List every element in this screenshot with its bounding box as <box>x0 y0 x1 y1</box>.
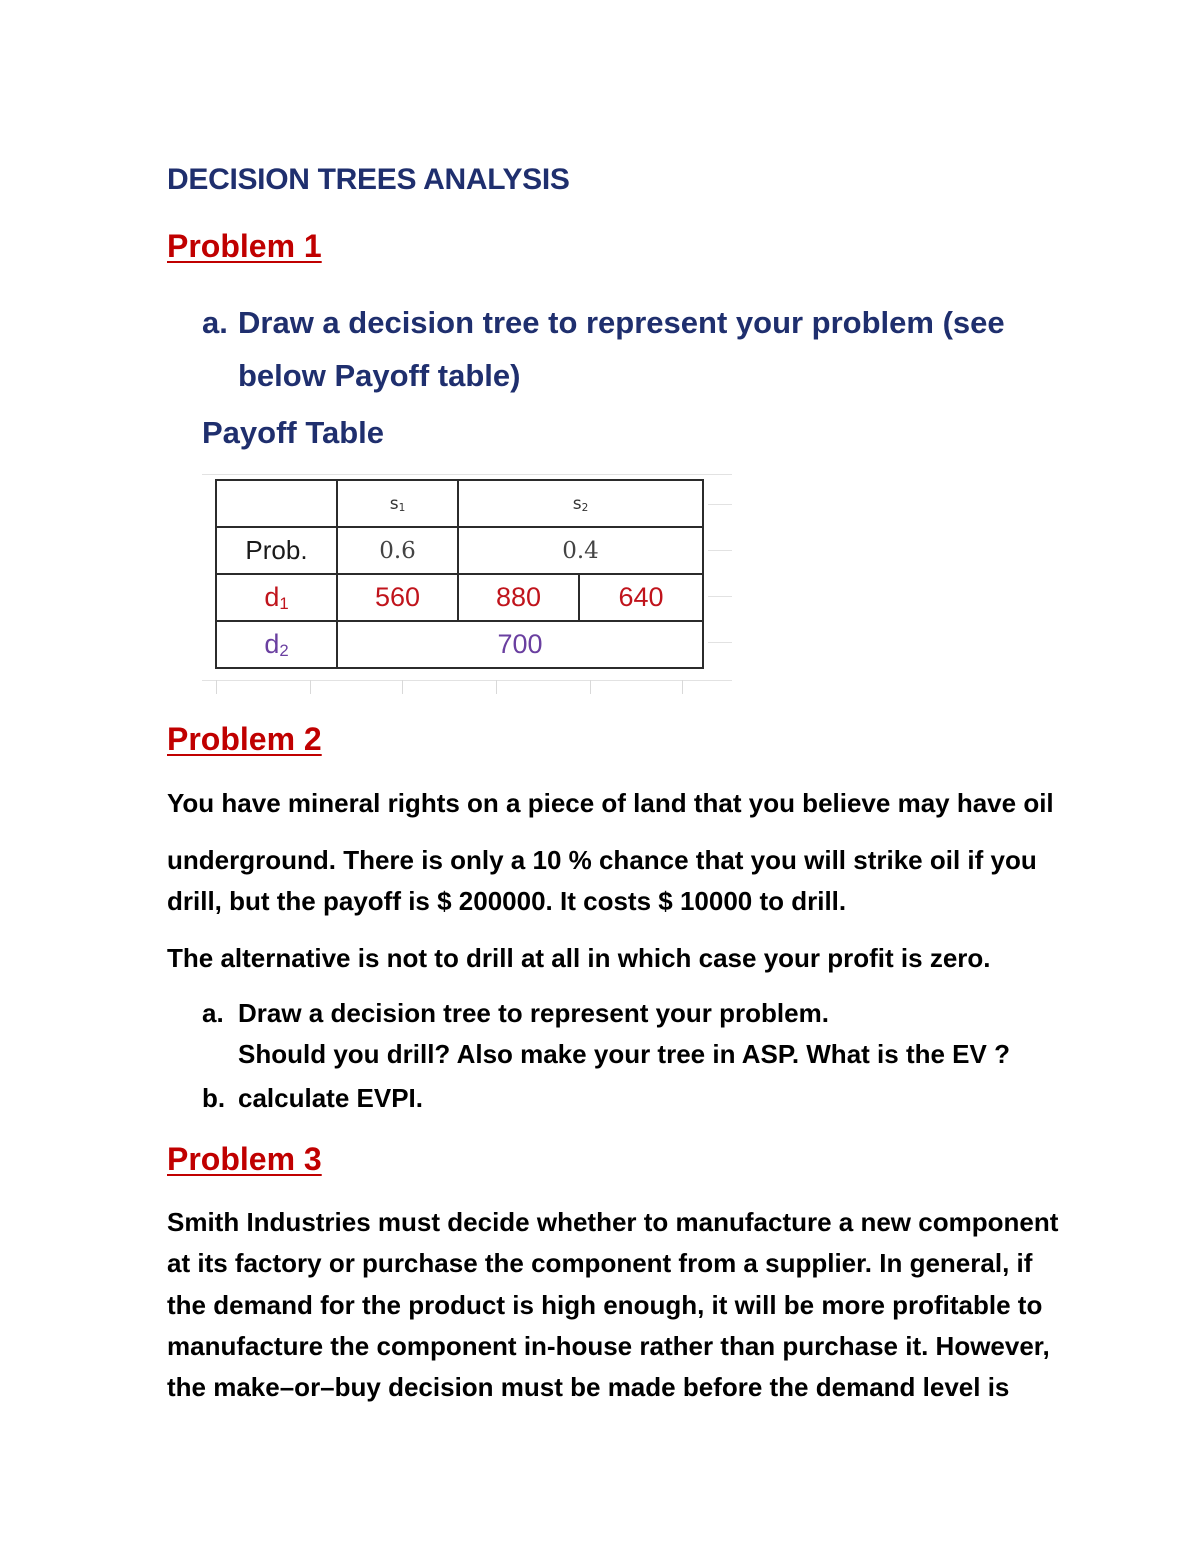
problem-3-line-2: at its factory or purchase the component from a supplier. In general, if <box>167 1248 1033 1278</box>
problem-2-para-line-1: You have mineral rights on a piece of land that you believe may have oil <box>167 788 1054 818</box>
problem-1-item-line-1: Draw a decision tree to represent your problem (see <box>238 305 1005 340</box>
list-marker: a. <box>202 305 228 340</box>
payoff-table <box>215 479 704 669</box>
problem-2-item-a-line-2: Should you drill? Also make your tree in ASP. What is the EV ? <box>238 1039 1010 1069</box>
table-row-prob <box>216 527 703 574</box>
table-row-d2 <box>216 621 703 668</box>
d1-label: d1 <box>216 574 337 621</box>
state-s1-header: s1 <box>337 480 458 527</box>
prob-s2: 0.4 <box>458 527 703 574</box>
payoff-table-label: Payoff Table <box>202 415 385 450</box>
problem-2-heading: Problem 2 <box>167 721 322 757</box>
problem-2-item-a <box>202 993 1010 1075</box>
problem-2-item-b <box>202 1078 423 1119</box>
table-row-d1 <box>216 574 703 621</box>
state-s2-header: s2 <box>458 480 703 527</box>
list-marker: b. <box>202 1083 226 1113</box>
prob-s1: 0.6 <box>337 527 458 574</box>
table-corner-cell <box>216 480 337 527</box>
problem-1-item-line-2: below Payoff table) <box>238 358 521 393</box>
problem-3-line-1: Smith Industries must decide whether to manufacture a new component <box>167 1207 1059 1237</box>
page-title: DECISION TREES ANALYSIS <box>167 163 570 196</box>
problem-2-para-2: The alternative is not to drill at all in which case your profit is zero. <box>167 943 991 973</box>
d1-value-s1: 560 <box>337 574 458 621</box>
problem-3-line-3: the demand for the product is high enough, it will be more profitable to <box>167 1290 1043 1320</box>
problem-2-item-b-line-1: calculate EVPI. <box>238 1083 423 1113</box>
d1-value-s2-a: 880 <box>458 574 579 621</box>
problem-1-item-a <box>202 296 1102 402</box>
d2-label: d2 <box>216 621 337 668</box>
problem-3-heading: Problem 3 <box>167 1141 322 1177</box>
prob-label: Prob. <box>216 527 337 574</box>
problem-1-heading: Problem 1 <box>167 228 322 264</box>
table-header-row <box>216 480 703 527</box>
problem-2-para-line-2: underground. There is only a 10 % chance that you will strike oil if you <box>167 845 1037 875</box>
problem-3-line-4: manufacture the component in-house rather than purchase it. However, <box>167 1331 1050 1361</box>
problem-2-item-a-line-1: Draw a decision tree to represent your problem. <box>238 998 829 1028</box>
list-marker: a. <box>202 998 224 1028</box>
problem-3-line-5: the make–or–buy decision must be made before the demand level is <box>167 1372 1010 1402</box>
d1-value-s2-b: 640 <box>579 574 703 621</box>
problem-2-para-line-3: drill, but the payoff is $ 200000. It costs $ 10000 to drill. <box>167 886 847 916</box>
d2-value: 700 <box>337 621 703 668</box>
